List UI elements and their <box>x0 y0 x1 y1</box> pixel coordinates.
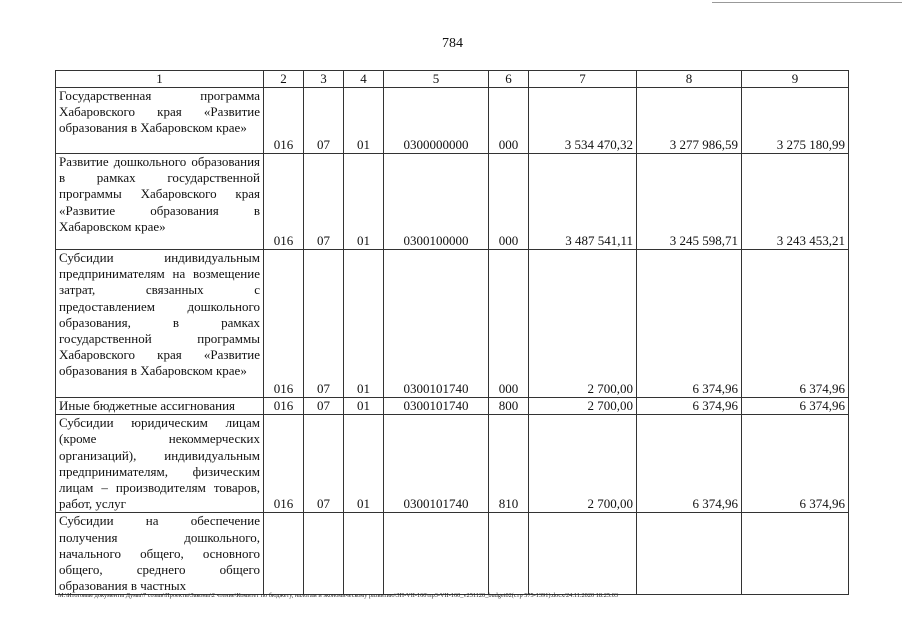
cell-section: 07 <box>304 250 344 398</box>
cell-target: 0300000000 <box>384 88 489 154</box>
cell-amount-2: 6 374,96 <box>637 398 742 415</box>
cell-amount-2 <box>637 513 742 595</box>
cell-amount-2: 3 245 598,71 <box>637 154 742 250</box>
cell-subsection: 01 <box>344 415 384 513</box>
row-name: Развитие дошкольного образования в рамках государственной программы Хабаровского края «Развитие образования в Хабаровском крае» <box>56 154 264 250</box>
cell-target: 0300101740 <box>384 398 489 415</box>
page-number: 784 <box>442 36 463 51</box>
cell-amount-1 <box>529 513 637 595</box>
row-name: Государственная программа Хабаровского края «Развитие образования в Хабаровском крае» <box>56 88 264 154</box>
header-cell: 3 <box>304 71 344 88</box>
cell-expense-type: 800 <box>489 398 529 415</box>
cell-amount-1: 3 487 541,11 <box>529 154 637 250</box>
row-name: Иные бюджетные ассигнования <box>56 398 264 415</box>
cell-amount-2: 3 277 986,59 <box>637 88 742 154</box>
cell-amount-1: 2 700,00 <box>529 250 637 398</box>
cell-ministry: 016 <box>264 88 304 154</box>
header-cell: 2 <box>264 71 304 88</box>
cell-ministry: 016 <box>264 250 304 398</box>
cell-expense-type: 000 <box>489 88 529 154</box>
cell-amount-1: 2 700,00 <box>529 415 637 513</box>
header-cell: 6 <box>489 71 529 88</box>
cell-subsection: 01 <box>344 398 384 415</box>
cell-subsection: 01 <box>344 88 384 154</box>
cell-amount-3: 3 243 453,21 <box>742 154 849 250</box>
row-name: Субсидии на обеспечение получения дошкольного, начального общего, основного общего, среднего общего образования в частных <box>56 513 264 595</box>
cell-section: 07 <box>304 415 344 513</box>
table-row <box>56 154 849 250</box>
row-name: Субсидии индивидуальным предпринимателям на возмещение затрат, связанных с предоставлением дошкольного образования, в рамках государственной программы Хабаровского края «Развитие образования в Хабаровском крае» <box>56 250 264 398</box>
cell-section <box>304 513 344 595</box>
cell-amount-3: 6 374,96 <box>742 415 849 513</box>
cell-ministry: 016 <box>264 415 304 513</box>
table-row <box>56 88 849 154</box>
cell-section: 07 <box>304 154 344 250</box>
table-row <box>56 513 849 595</box>
table-row <box>56 398 849 415</box>
file-path-footer: M:\Итоговые документы Думы\7 созыв\Проекты\Законы\2 чтение\Комитет по бюджету, налогам и экономическому развитию\ЗП-VII-160\пр3-VII-160_v251120_budget02(стр 575-1391).docx/24.11.2020 18:25:03 <box>58 592 619 599</box>
header-cell: 1 <box>56 71 264 88</box>
cell-expense-type: 810 <box>489 415 529 513</box>
cell-target: 0300101740 <box>384 250 489 398</box>
cell-expense-type: 000 <box>489 154 529 250</box>
cell-amount-1: 2 700,00 <box>529 398 637 415</box>
cell-subsection <box>344 513 384 595</box>
top-rule <box>712 2 902 3</box>
header-cell: 8 <box>637 71 742 88</box>
cell-target: 0300101740 <box>384 415 489 513</box>
cell-amount-3: 3 275 180,99 <box>742 88 849 154</box>
cell-target: 0300100000 <box>384 154 489 250</box>
cell-ministry: 016 <box>264 154 304 250</box>
header-cell: 7 <box>529 71 637 88</box>
cell-amount-1: 3 534 470,32 <box>529 88 637 154</box>
cell-subsection: 01 <box>344 154 384 250</box>
cell-expense-type <box>489 513 529 595</box>
budget-table <box>55 70 849 595</box>
row-name: Субсидии юридическим лицам (кроме некоммерческих организаций), индивидуальным предпринимателям, физическим лицам – производителям товаров, работ, услуг <box>56 415 264 513</box>
cell-section: 07 <box>304 398 344 415</box>
header-cell: 4 <box>344 71 384 88</box>
cell-ministry: 016 <box>264 398 304 415</box>
header-row <box>56 71 849 88</box>
header-cell: 9 <box>742 71 849 88</box>
table-row <box>56 250 849 398</box>
cell-section: 07 <box>304 88 344 154</box>
cell-ministry <box>264 513 304 595</box>
cell-amount-3: 6 374,96 <box>742 250 849 398</box>
cell-amount-3 <box>742 513 849 595</box>
table-row <box>56 415 849 513</box>
cell-expense-type: 000 <box>489 250 529 398</box>
cell-amount-2: 6 374,96 <box>637 250 742 398</box>
header-cell: 5 <box>384 71 489 88</box>
cell-amount-3: 6 374,96 <box>742 398 849 415</box>
cell-amount-2: 6 374,96 <box>637 415 742 513</box>
cell-subsection: 01 <box>344 250 384 398</box>
cell-target <box>384 513 489 595</box>
